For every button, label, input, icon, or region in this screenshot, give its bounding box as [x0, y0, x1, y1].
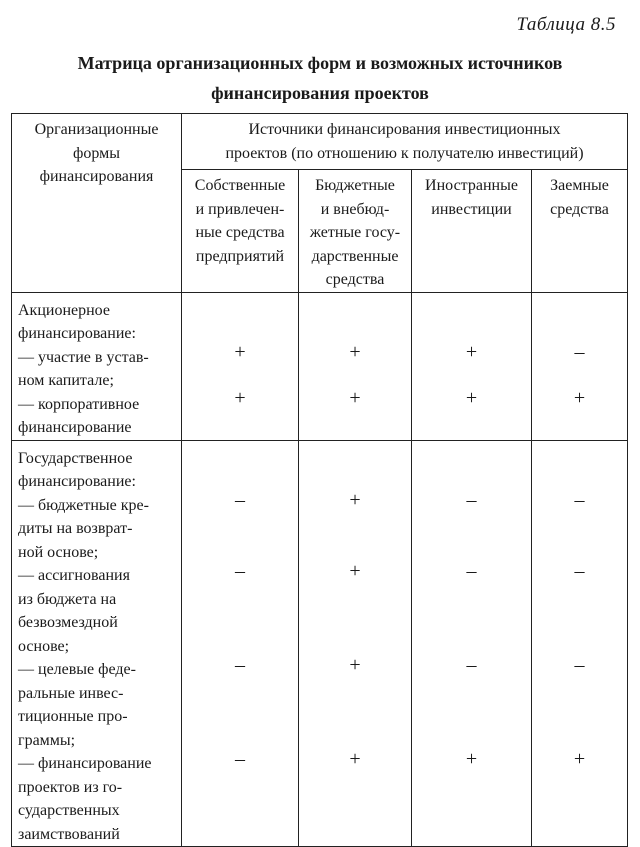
column-header-foreign-investment	[412, 170, 532, 293]
cell-mark: +	[465, 340, 478, 363]
header-line: Собственные	[194, 177, 286, 194]
header-line: формы	[73, 144, 120, 162]
cell-mark: –	[466, 488, 477, 511]
table-cell	[532, 440, 628, 847]
table-row	[12, 440, 628, 847]
table-cell	[182, 292, 299, 440]
header-line: жетные госу-	[309, 224, 401, 241]
row-label-line: тиционные про-	[18, 708, 128, 725]
cell-mark: –	[235, 747, 245, 770]
row-label-line: — целевые феде-	[18, 661, 136, 678]
title-line: Матрица организационных форм и возможных источников	[77, 53, 563, 73]
header-line: предприятий	[195, 247, 285, 265]
row-label-line: основе;	[18, 637, 70, 655]
row-label-line: ном капитале;	[18, 372, 114, 389]
header-group	[182, 114, 628, 170]
table-row	[12, 292, 628, 440]
table-cell	[412, 292, 532, 440]
cell-mark: +	[349, 559, 361, 582]
header-line: средства	[325, 271, 385, 288]
table-cell	[412, 440, 532, 847]
row-label-line: — корпоративное	[18, 395, 140, 413]
table-cell	[299, 292, 412, 440]
row-label-line: — ассигнования	[18, 567, 130, 584]
row-label-line: безвозмездной	[18, 614, 118, 631]
row-label-line: — бюджетные кре-	[18, 496, 149, 514]
header-line: дарственные	[311, 247, 399, 265]
cell-mark: +	[234, 386, 246, 409]
header-line: Бюджетные	[315, 177, 395, 194]
header-line: Организационные	[34, 121, 159, 138]
header-line: и внебюд-	[320, 200, 390, 218]
cell-mark: –	[235, 559, 245, 582]
cell-mark: +	[349, 653, 361, 676]
cell-mark: +	[465, 747, 478, 770]
row-label-line: проектов из го-	[18, 778, 123, 796]
row-label-state	[12, 440, 182, 847]
header-line: инвестиции	[431, 200, 512, 218]
header-line: средства	[550, 200, 609, 218]
cell-mark: +	[349, 488, 361, 511]
row-label-line: заимствований	[18, 825, 120, 843]
title-line: финансирования проектов	[211, 83, 429, 103]
header-line: ные средства	[195, 224, 285, 241]
cell-mark: –	[574, 653, 585, 676]
header-line: Иностранные	[425, 177, 518, 194]
financing-matrix-table	[11, 113, 628, 847]
row-label-line: финансирование:	[18, 473, 136, 490]
table-title	[0, 48, 640, 108]
table-number: Таблица 8.5	[516, 14, 616, 35]
row-label-line: из бюджета на	[18, 590, 117, 608]
cell-mark: +	[349, 747, 361, 770]
table-cell	[182, 440, 299, 847]
cell-mark: –	[235, 488, 245, 511]
column-header-borrowed-funds	[532, 170, 628, 293]
row-label-equity	[12, 292, 182, 440]
cell-mark: –	[466, 653, 477, 676]
row-label-line: диты на возврат-	[18, 520, 133, 537]
row-label-line: финансирование:	[18, 325, 136, 342]
row-label-line: сударственных	[18, 802, 120, 819]
column-header-budget-funds	[299, 170, 412, 293]
cell-mark: +	[349, 386, 361, 409]
table-cell	[532, 292, 628, 440]
cell-mark: +	[465, 386, 478, 409]
row-label-line: — участие в устав-	[18, 348, 149, 366]
cell-mark: +	[573, 747, 586, 770]
cell-mark: –	[235, 653, 245, 676]
row-label-line: Государственное	[18, 449, 133, 467]
cell-mark: +	[234, 340, 246, 363]
header-line: Источники финансирования инвестиционных	[248, 121, 561, 138]
header-row-label	[12, 114, 182, 293]
row-label-line: ральные инвес-	[18, 684, 124, 702]
header-line: финансирования	[39, 168, 154, 185]
cell-mark: +	[573, 386, 586, 409]
row-label-line: граммы;	[18, 731, 76, 749]
cell-mark: –	[574, 488, 585, 511]
column-header-own-funds	[182, 170, 299, 293]
table-cell	[299, 440, 412, 847]
header-line: Заемные	[550, 177, 609, 194]
row-label-line: — финансирование	[18, 755, 152, 772]
header-line: проектов (по отношению к получателю инвестиций)	[225, 144, 584, 162]
row-label-line: ной основе;	[18, 543, 99, 561]
row-label-line: Акционерное	[18, 301, 110, 319]
cell-mark: –	[574, 340, 585, 363]
cell-mark: +	[349, 340, 361, 363]
cell-mark: –	[466, 559, 477, 582]
header-line: и привлечен-	[195, 200, 285, 218]
cell-mark: –	[574, 559, 585, 582]
row-label-line: финансирование	[18, 419, 132, 436]
